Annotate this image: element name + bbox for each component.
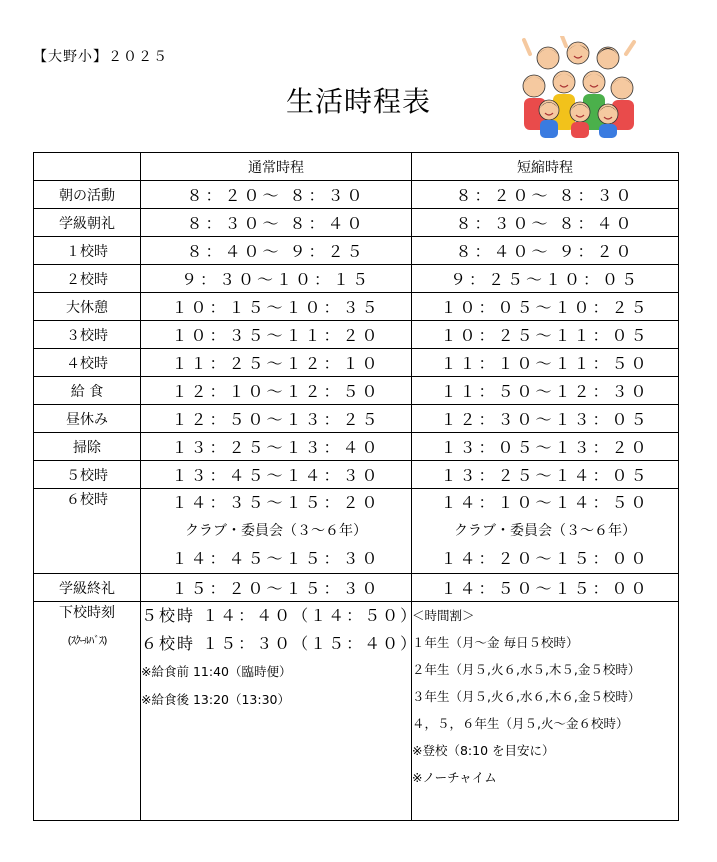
table-row (34, 461, 679, 489)
period-label: ５校時 (34, 461, 141, 489)
normal-time: ８：４０～ ９：２５ (141, 237, 412, 265)
closing-short-time: １４：５０～１５：００ (412, 574, 679, 602)
note-line: ４，５，６年生（月５,火～金６校時） (412, 716, 629, 731)
dismissal-line: ※給食後 13:20（13:30） (141, 692, 290, 707)
dismissal-line: ５校時 １４：４０（１４：５０） (141, 606, 419, 625)
short-time: １０：２５～１１：０５ (412, 321, 679, 349)
sixth-normal-time: １４：３５～１５：２０ (171, 493, 381, 512)
child-figures (523, 36, 634, 138)
short-time: １０：０５～１０：２５ (412, 293, 679, 321)
period-label: 学級朝礼 (34, 209, 141, 237)
children-illustration (516, 36, 641, 140)
dismissal-times-cell (141, 602, 419, 821)
normal-time: ８：３０～ ８：４０ (141, 209, 412, 237)
table-row (34, 209, 679, 237)
sixth-period-label: ６校時 (34, 489, 141, 574)
table-row (34, 321, 679, 349)
normal-time: １２：１０～１２：５０ (141, 377, 412, 405)
short-time: １１：１０～１１：５０ (412, 349, 679, 377)
club-label-normal: クラブ・委員会（３～６年） (185, 523, 367, 539)
period-label: 大休憩 (34, 293, 141, 321)
short-time: １３：２５～１４：０５ (412, 461, 679, 489)
sixth-normal-cell (141, 489, 412, 574)
short-time: ８：４０～ ９：２０ (412, 237, 679, 265)
table-row (34, 293, 679, 321)
normal-time: ８：２０～ ８：３０ (141, 181, 412, 209)
period-label: 掃除 (34, 433, 141, 461)
normal-time: １０：３５～１１：２０ (141, 321, 412, 349)
club-normal-time: １４：４５～１５：３０ (171, 549, 381, 568)
table-header-row (34, 153, 679, 181)
note-line: ＜時間割＞ (412, 608, 475, 623)
closing-label: 学級終礼 (34, 574, 141, 602)
short-time: １２：３０～１３：０５ (412, 405, 679, 433)
normal-time: １１：２５～１２：１０ (141, 349, 412, 377)
dismissal-line: ※給食前 11:40（臨時便） (141, 664, 292, 679)
dismissal-line: ６校時 １５：３０（１５：４０） (141, 634, 419, 653)
period-label: 朝の活動 (34, 181, 141, 209)
table-row (34, 405, 679, 433)
dismissal-row (34, 602, 679, 821)
period-label: ４校時 (34, 349, 141, 377)
school-bus-label: (ｽｸｰﾙﾊﾞｽ) (67, 634, 107, 647)
table-row (34, 265, 679, 293)
note-line: ※ノーチャイム (412, 770, 497, 785)
page-title: 生活時程表 (285, 85, 431, 118)
table-row (34, 237, 679, 265)
normal-time: １０：１５～１０：３５ (141, 293, 412, 321)
short-time: ８：３０～ ８：４０ (412, 209, 679, 237)
club-label-short: クラブ・委員会（３～６年） (454, 523, 636, 539)
closing-row (34, 574, 679, 602)
sixth-period-row (34, 489, 679, 574)
short-time: １１：５０～１２：３０ (412, 377, 679, 405)
school-name: 【大野小】２０２５ (33, 49, 168, 65)
note-line: １年生（月～金 毎日５校時） (412, 635, 579, 650)
schedule-table (33, 152, 679, 821)
header-normal: 通常時程 (141, 153, 412, 181)
table-row (34, 181, 679, 209)
table-row (34, 433, 679, 461)
short-time: ８：２０～ ８：３０ (412, 181, 679, 209)
short-time: １３：０５～１３：２０ (412, 433, 679, 461)
period-label: １校時 (34, 237, 141, 265)
header-blank (34, 153, 141, 181)
sixth-short-cell (412, 489, 679, 574)
normal-time: １３：４５～１４：３０ (141, 461, 412, 489)
normal-time: １３：２５～１３：４０ (141, 433, 412, 461)
normal-time: ９：３０～１０：１５ (141, 265, 412, 293)
dismissal-label-cell (34, 602, 141, 821)
note-line: ※登校（8:10 を目安に） (412, 743, 555, 758)
period-label: ２校時 (34, 265, 141, 293)
table-row (34, 377, 679, 405)
period-label: ３校時 (34, 321, 141, 349)
table-row (34, 349, 679, 377)
period-label: 給 食 (34, 377, 141, 405)
note-line: ３年生（月５,火６,水６,木６,金５校時） (412, 689, 641, 704)
period-label: 昼休み (34, 405, 141, 433)
short-time: ９：２５～１０：０５ (412, 265, 679, 293)
sixth-short-time: １４：１０～１４：５０ (440, 493, 650, 512)
closing-normal-time: １５：２０～１５：３０ (141, 574, 412, 602)
timetable-notes-cell (412, 602, 679, 821)
normal-time: １２：５０～１３：２５ (141, 405, 412, 433)
dismissal-label: 下校時刻 (59, 605, 115, 621)
note-line: ２年生（月５,火６,水５,木５,金５校時） (412, 662, 641, 677)
club-short-time: １４：２０～１５：００ (440, 549, 650, 568)
header-short: 短縮時程 (412, 153, 679, 181)
